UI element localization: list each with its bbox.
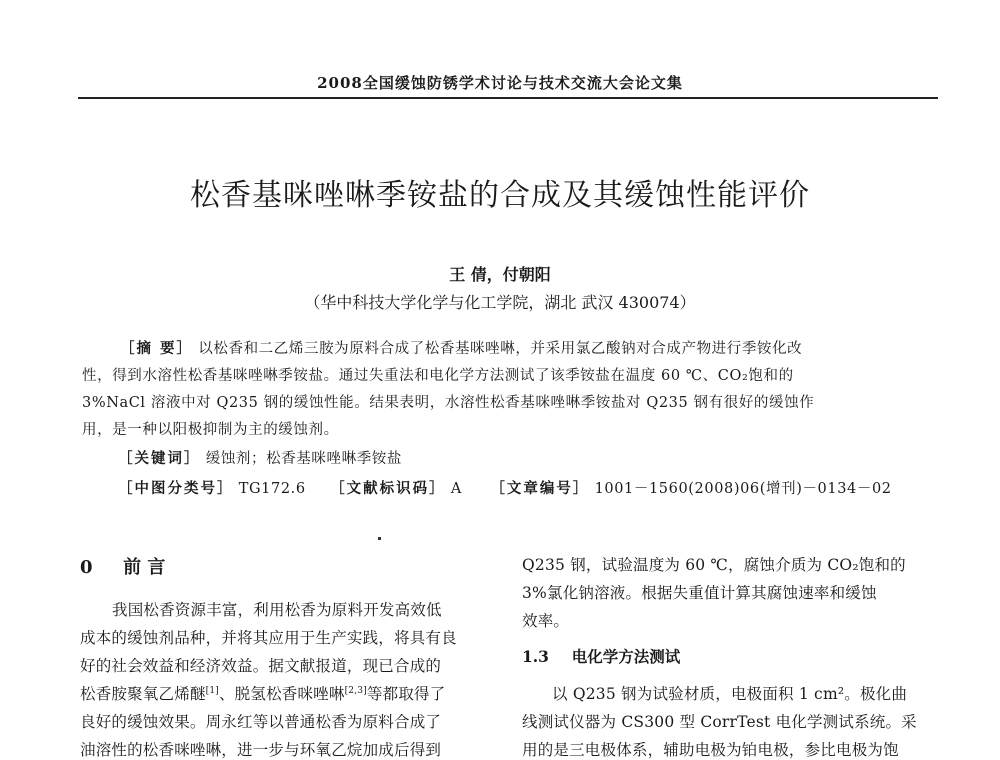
keywords: 缓蚀剂；松香基咪唑啉季铵盐 (205, 451, 403, 467)
ref-2: [2,3] (344, 685, 367, 696)
section-number: 0 (80, 557, 93, 578)
right-line-4: 以 Q235 钢为试验材质，电极面积 1 cm²。极化曲 (552, 685, 908, 703)
body-line-6: 油溶性的松香咪唑啉，进一步与环氧乙烷加成后得到 (80, 741, 442, 759)
right-line-2: 3%氯化钠溶液。根据失重值计算其腐蚀速率和缓蚀 (522, 584, 877, 602)
abstract-label: ［摘 要］ (120, 340, 194, 357)
clc-value: TG172.6 (238, 481, 306, 497)
body-line-3: 好的社会效益和经济效益。据文献报道，现已合成的 (80, 657, 442, 675)
clc-label: ［中图分类号］ (118, 480, 234, 497)
body-line-4 (80, 682, 445, 704)
citation-text-2: 、脱氢松香咪唑啉 (218, 685, 345, 703)
article-no-label: ［文章编号］ (490, 480, 590, 497)
paper-affiliation: （华中科技大学化学与化工学院，湖北 武汉 430074） (304, 293, 696, 312)
classification-line (118, 477, 892, 498)
section-title: 前 言 (123, 557, 166, 578)
ref-1: [1] (205, 685, 219, 696)
citation-text-3: 等都取得了 (366, 685, 446, 703)
body-line-2: 成本的缓蚀剂品种，并将其应用于生产实践，将具有良 (80, 629, 457, 647)
right-line-5: 线测试仪器为 CS300 型 CorrTest 电化学测试系统。采 (522, 713, 917, 731)
abstract-line-1 (120, 337, 802, 358)
abstract-text: 以松香和二乙烯三胺为原料合成了松香基咪唑啉，并采用氯乙酸钠对合成产物进行季铵化改 (198, 341, 803, 357)
body-line-1: 我国松香资源丰富，利用松香为原料开发高效低 (112, 601, 442, 619)
subsection-heading (522, 645, 680, 667)
doc-code-label: ［文献标识码］ (330, 480, 446, 497)
right-line-6: 用的是三电极体系，辅助电极为铂电极，参比电极为饱 (522, 741, 899, 759)
stray-dot (378, 537, 381, 540)
paper-authors: 王 倩，付朝阳 (449, 265, 551, 284)
section-heading (80, 553, 165, 579)
right-line-1: Q235 钢，试验温度为 60 ℃，腐蚀介质为 CO₂饱和的 (522, 556, 906, 574)
article-no-value: 1001－1560(2008)06(增刊)－0134－02 (594, 481, 892, 497)
citation-text-1: 松香胺聚氧乙烯醚 (80, 685, 206, 703)
keywords-line (118, 447, 402, 468)
header-rule (78, 97, 938, 99)
keywords-label: ［关键词］ (118, 450, 201, 467)
doc-code-value: A (450, 481, 462, 497)
abstract-line-4: 用，是一种以阳极抑制为主的缓蚀剂。 (82, 422, 339, 438)
subsection-title: 电化学方法测试 (571, 647, 681, 666)
right-line-3: 效率。 (522, 612, 570, 630)
running-header: 2008全国缓蚀防锈学术讨论与技术交流大会论文集 (317, 74, 683, 92)
abstract-line-2: 性，得到水溶性松香基咪唑啉季铵盐。通过失重法和电化学方法测试了该季铵盐在温度 60 ℃、CO₂饱和的 (82, 368, 794, 384)
body-line-5: 良好的缓蚀效果。周永红等以普通松香为原料合成了 (80, 713, 442, 731)
abstract-line-3: 3%NaCl 溶液中对 Q235 钢的缓蚀性能。结果表明，水溶性松香基咪唑啉季铵盐对 Q235 钢有很好的缓蚀作 (82, 395, 815, 411)
subsection-number: 1.3 (522, 647, 549, 666)
paper-title: 松香基咪唑啉季铵盐的合成及其缓蚀性能评价 (190, 178, 810, 213)
